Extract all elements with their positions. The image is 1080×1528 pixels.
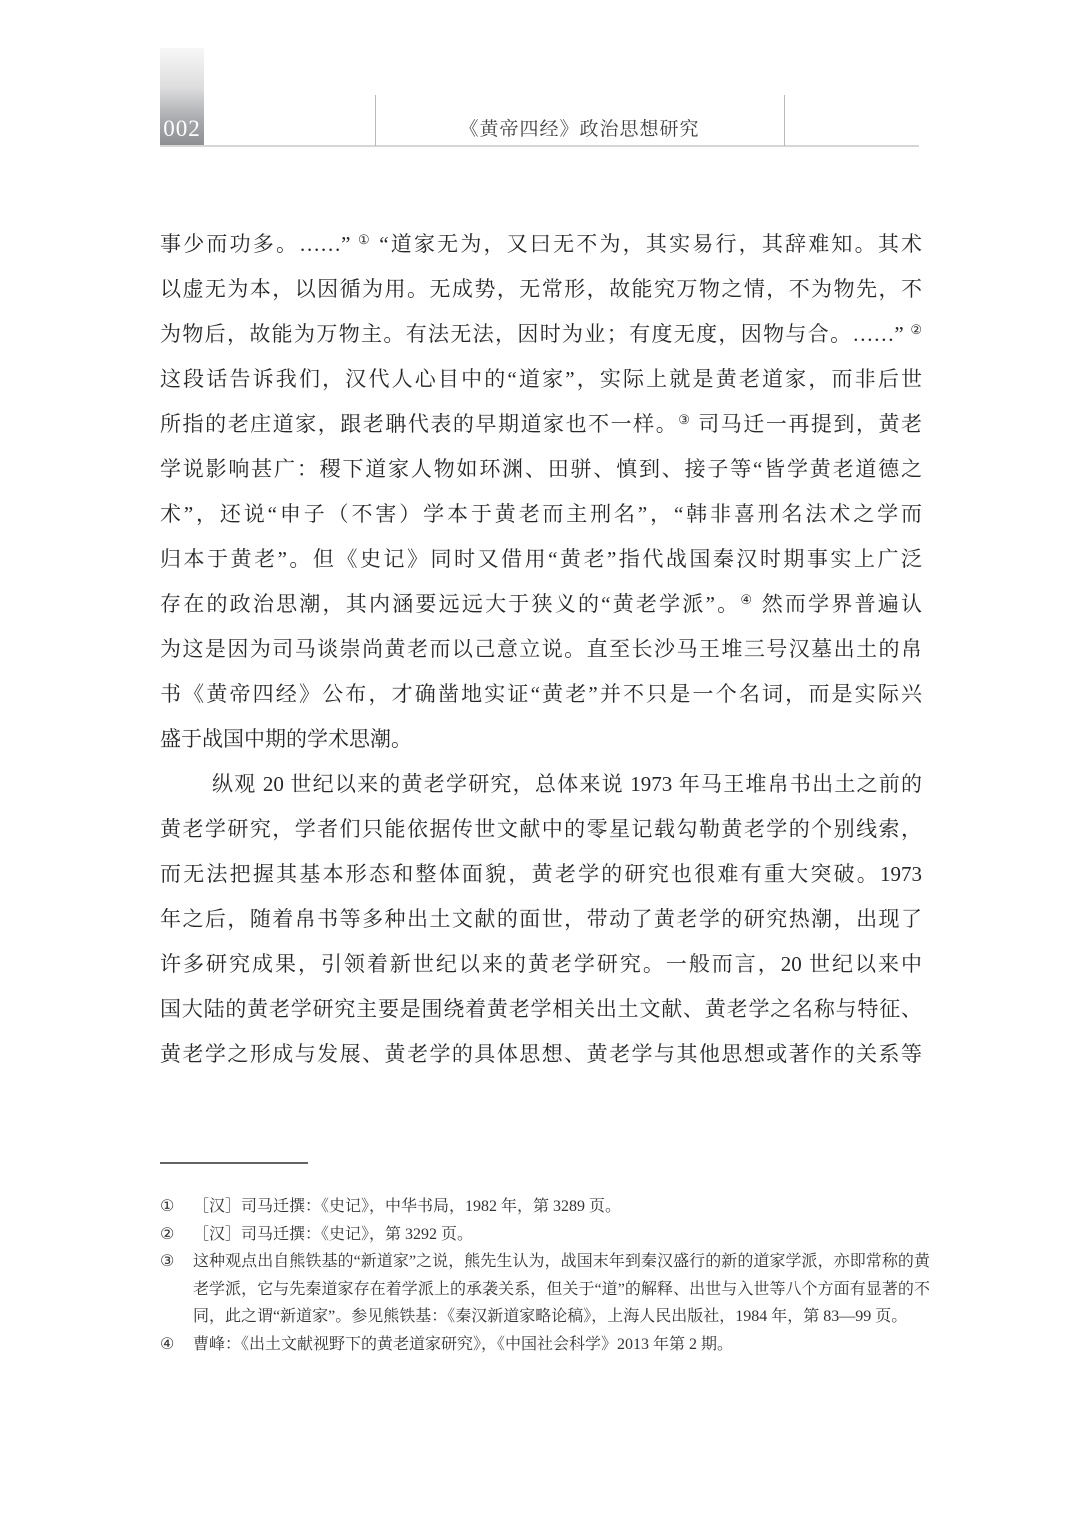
body-line: 所指的老庄道家，跟老聃代表的早期道家也不一样。③ 司马迁一再提到，黄老 xyxy=(160,412,922,436)
body-line: 书《黄帝四经》公布，才确凿地实证“黄老”并不只是一个名词，而是实际兴 xyxy=(160,682,922,706)
footnote-item xyxy=(160,1248,930,1331)
body-line: 归本于黄老”。但《史记》同时又借用“黄老”指代战国秦汉时期事实上广泛 xyxy=(160,547,922,571)
footnote-ref: ④ xyxy=(740,592,755,607)
footnotes xyxy=(160,1162,930,1358)
body-line: 黄老学之形成与发展、黄老学的具体思想、黄老学与其他思想或著作的关系等 xyxy=(160,1042,922,1066)
page-number: 002 xyxy=(163,116,201,141)
body-line: 事少而功多。……” ① “道家无为，又曰无不为，其实易行，其辞难知。其术 xyxy=(160,232,922,256)
footnote-ref: ① xyxy=(357,232,372,247)
body-line: 为物后，故能为万物主。有法无法，因时为业；有度无度，因物与合。……” ② xyxy=(160,322,922,346)
footnote-marker: ② xyxy=(160,1225,175,1243)
footnote-list xyxy=(160,1193,930,1358)
footnote-item xyxy=(160,1331,930,1359)
body-line: 国大陆的黄老学研究主要是围绕着黄老学相关出土文献、黄老学之名称与特征、 xyxy=(160,997,922,1021)
header-rule xyxy=(160,145,919,147)
footnote-item xyxy=(160,1193,930,1221)
footnote-text: ［汉］司马迁撰：《史记》，第 3292 页。 xyxy=(193,1225,474,1243)
footnote-text: ［汉］司马迁撰：《史记》，中华书局，1982 年，第 3289 页。 xyxy=(193,1198,622,1215)
body-line: 为这是因为司马谈崇尚黄老而以己意立说。直至长沙马王堆三号汉墓出土的帛 xyxy=(160,637,922,661)
footnote-ref: ③ xyxy=(678,412,692,427)
body-line: 盛于战国中期的学术思潮。 xyxy=(160,727,412,751)
footnote-text: 曹峰：《出土文献视野下的黄老道家研究》，《中国社会科学》2013 年第 2 期。 xyxy=(193,1335,734,1353)
body-line: 学说影响甚广：稷下道家人物如环渊、田骈、慎到、接子等“皆学黄老道德之 xyxy=(160,457,922,481)
body-line: 存在的政治思潮，其内涵要远远大于狭义的“黄老学派”。④ 然而学界普遍认 xyxy=(160,592,922,616)
body-line: 术”，还说“申子（不害）学本于黄老而主刑名”，“韩非喜刑名法术之学而 xyxy=(160,502,922,526)
footnote-item xyxy=(160,1221,930,1249)
header-tick-right xyxy=(784,95,785,146)
footnote-marker: ④ xyxy=(160,1335,175,1353)
footnote-marker: ③ xyxy=(160,1253,175,1270)
page-number-box xyxy=(160,48,204,145)
body-line: 许多研究成果，引领着新世纪以来的黄老学研究。一般而言，20 世纪以来中 xyxy=(160,952,922,976)
body-line: 黄老学研究，学者们只能依据传世文献中的零星记载勾勒黄老学的个别线索， xyxy=(160,817,922,841)
body-text xyxy=(160,222,922,1077)
footnote-ref: ② xyxy=(910,322,922,337)
footnote-text: 这种观点出自熊铁基的“新道家”之说，熊先生认为，战国末年到秦汉盛行的新的道家学派，亦即常称的黄老学派，它与先秦道家存在着学派上的承袭关系，但关于“道”的解释、出世与入世等八个方面有显著的不同，此之谓“新道家”。参见熊铁基：《秦汉新道家略论稿》，上海人民出版社，1984 年，第 83—99 页。 xyxy=(193,1253,930,1325)
footnote-separator xyxy=(160,1162,308,1164)
body-line: 年之后，随着帛书等多种出土文献的面世，带动了黄老学的研究热潮，出现了 xyxy=(160,907,922,931)
body-line: 纵观 20 世纪以来的黄老学研究，总体来说 1973 年马王堆帛书出土之前的 xyxy=(212,772,922,796)
footnote-marker: ① xyxy=(160,1198,175,1215)
body-line: 以虚无为本，以因循为用。无成势，无常形，故能究万物之情，不为物先，不 xyxy=(160,277,922,301)
body-line: 而无法把握其基本形态和整体面貌，黄老学的研究也很难有重大突破。1973 xyxy=(160,862,922,886)
body-line: 这段话告诉我们，汉代人心目中的“道家”，实际上就是黄老道家，而非后世 xyxy=(160,367,922,391)
running-title: 《黄帝四经》政治思想研究 xyxy=(459,119,700,140)
